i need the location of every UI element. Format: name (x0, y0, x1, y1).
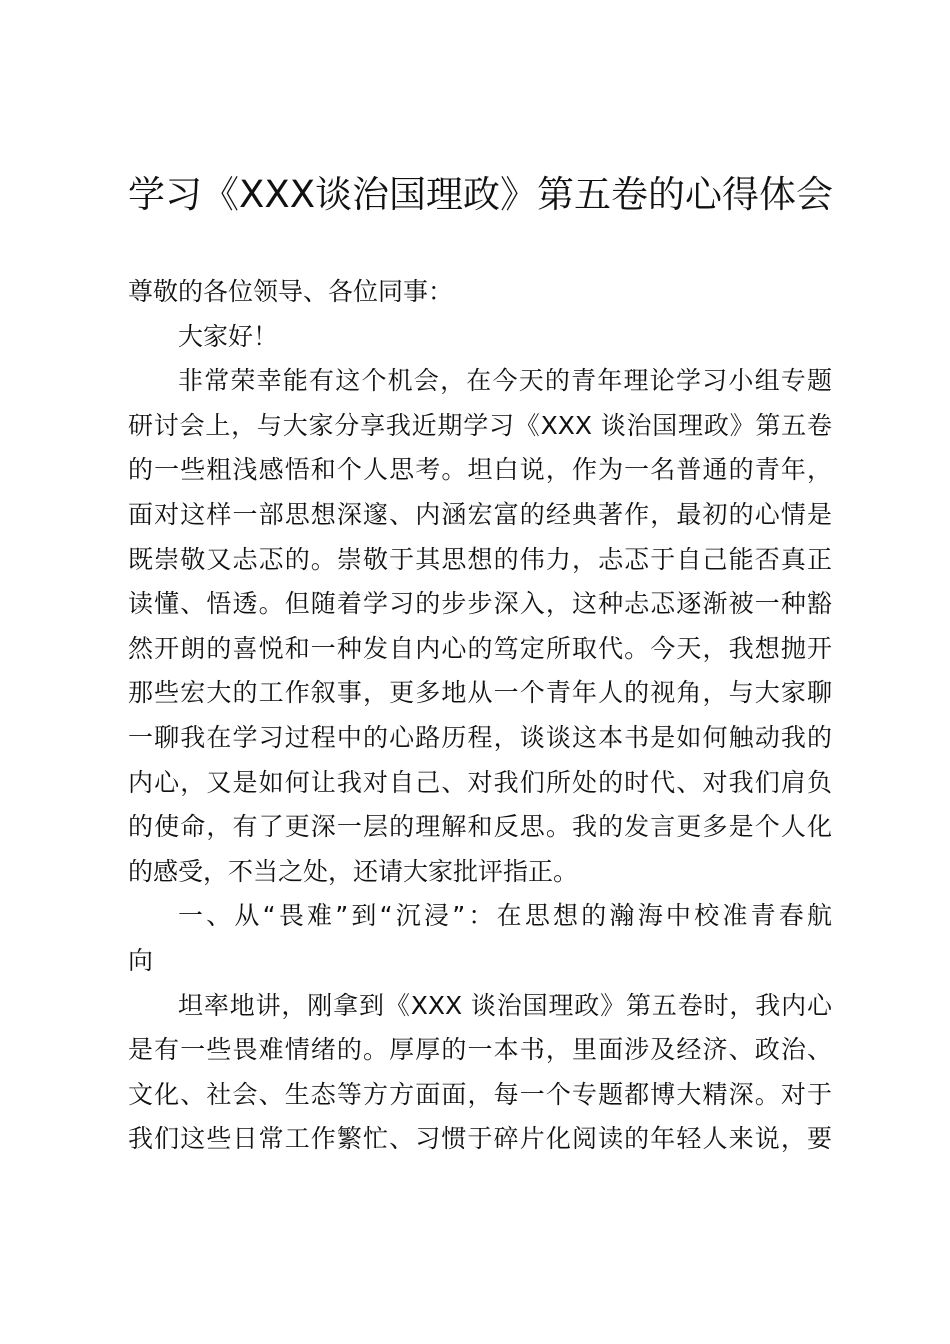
greeting: 大家好！ (178, 321, 279, 351)
paragraph-line: 我们这些日常工作繁忙、习惯于碎片化阅读的年轻人来说，要 (128, 1124, 832, 1154)
paragraph-line: 内心，又是如何让我对自己、对我们所处的时代、对我们肩负 (128, 767, 832, 797)
paragraph-line: 是有一些畏难情绪的。厚厚的一本书，里面涉及经济、政治、 (128, 1035, 832, 1065)
document-title: 学习《XXX谈治国理政》第五卷的心得体会 (128, 173, 834, 216)
salutation: 尊敬的各位领导、各位同事： (128, 277, 454, 306)
paragraph-line: 研讨会上，与大家分享我近期学习《XXX 谈治国理政》第五卷 (128, 410, 832, 440)
paragraph-line: 那些宏大的工作叙事，更多地从一个青年人的视角，与大家聊 (128, 678, 832, 708)
section-heading: 向 (128, 945, 154, 975)
paragraph-line: 然开朗的喜悦和一种发自内心的笃定所取代。今天，我想抛开 (128, 633, 832, 663)
paragraph-line: 文化、社会、生态等方方面面，每一个专题都博大精深。对于 (128, 1079, 832, 1109)
paragraph-line: 的一些粗浅感悟和个人思考。坦白说，作为一名普通的青年， (128, 455, 832, 485)
paragraph-line: 的感受，不当之处，还请大家批评指正。 (128, 856, 579, 886)
paragraph-line: 既崇敬又忐忑的。崇敬于其思想的伟力，忐忑于自己能否真正 (128, 544, 832, 574)
paragraph-line: 的使命，有了更深一层的理解和反思。我的发言更多是个人化 (128, 812, 832, 842)
document-body (128, 270, 832, 1162)
paragraph-line: 坦率地讲，刚拿到《XXX 谈治国理政》第五卷时，我内心 (178, 990, 832, 1020)
paragraph-line: 一聊我在学习过程中的心路历程，谈谈这本书是如何触动我的 (128, 722, 832, 752)
paragraph-line: 读懂、悟透。但随着学习的步步深入，这种忐忑逐渐被一种豁 (128, 589, 832, 619)
section-heading: 一、从“畏难”到“沉浸”：在思想的瀚海中校准青春航 (178, 901, 832, 931)
paragraph-line: 面对这样一部思想深邃、内涵宏富的经典著作，最初的心情是 (128, 499, 832, 529)
paragraph-line: 非常荣幸能有这个机会，在今天的青年理论学习小组专题 (178, 366, 832, 396)
